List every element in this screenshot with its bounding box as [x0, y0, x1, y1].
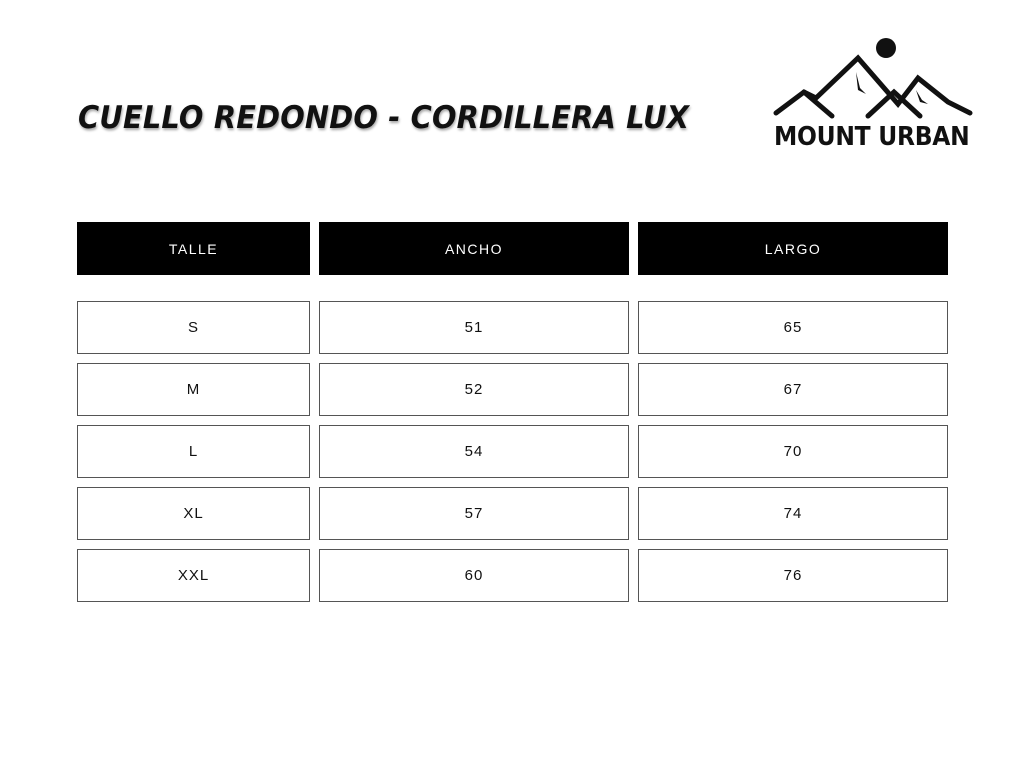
cell-ancho: 57: [319, 487, 629, 540]
brand-logo: [770, 32, 976, 156]
size-chart-table: [77, 222, 948, 611]
cell-largo: 67: [638, 363, 948, 416]
cell-largo: 76: [638, 549, 948, 602]
cell-talle: XL: [77, 487, 310, 540]
cell-largo: 70: [638, 425, 948, 478]
cell-talle: XXL: [77, 549, 310, 602]
cell-talle: L: [77, 425, 310, 478]
cell-talle: M: [77, 363, 310, 416]
table-row: [77, 549, 948, 602]
brand-name: MOUNT URBAN: [774, 122, 970, 152]
cell-ancho: 54: [319, 425, 629, 478]
cell-ancho: 51: [319, 301, 629, 354]
table-row: [77, 425, 948, 478]
table-row: [77, 363, 948, 416]
cell-ancho: 60: [319, 549, 629, 602]
header-largo: LARGO: [638, 222, 948, 275]
table-row: [77, 487, 948, 540]
table-header-row: [77, 222, 948, 275]
page-title: CUELLO REDONDO - CORDILLERA LUX: [78, 100, 690, 136]
header-talle: TALLE: [77, 222, 310, 275]
cell-talle: S: [77, 301, 310, 354]
cell-largo: 65: [638, 301, 948, 354]
mountain-sun-icon: [770, 32, 976, 124]
cell-ancho: 52: [319, 363, 629, 416]
table-row: [77, 301, 948, 354]
header-ancho: ANCHO: [319, 222, 629, 275]
cell-largo: 74: [638, 487, 948, 540]
